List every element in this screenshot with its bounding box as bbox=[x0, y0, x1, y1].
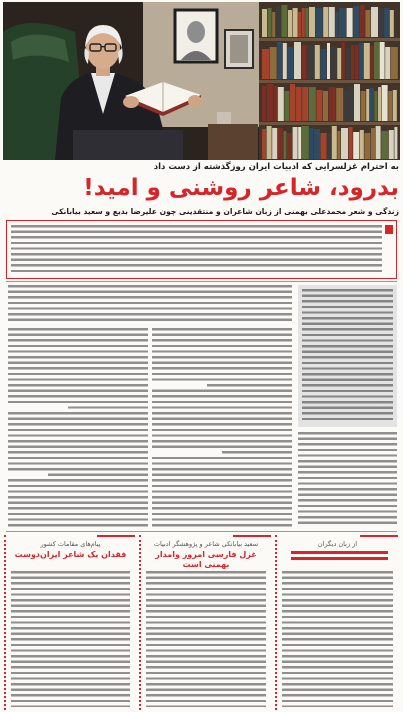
book-spine bbox=[378, 87, 381, 121]
book-spine bbox=[394, 127, 397, 159]
book-spine bbox=[309, 7, 315, 37]
book-spine bbox=[287, 133, 292, 159]
box-right bbox=[275, 535, 398, 710]
book-spine bbox=[335, 12, 338, 37]
book-spine bbox=[327, 43, 330, 79]
book-spine bbox=[276, 7, 281, 37]
box-kicker: پیام‌های مقامات کشور bbox=[40, 540, 101, 548]
book-spine bbox=[391, 47, 398, 79]
box-text bbox=[146, 571, 266, 707]
box-left bbox=[4, 535, 135, 710]
book-spine bbox=[262, 86, 266, 121]
book-spine bbox=[323, 91, 328, 121]
book-spine bbox=[262, 9, 267, 37]
book-spine bbox=[309, 87, 316, 121]
book-spine bbox=[341, 128, 348, 159]
book-spine bbox=[353, 6, 359, 37]
book-spine bbox=[384, 8, 389, 37]
book-spine bbox=[385, 47, 390, 79]
hand bbox=[123, 96, 139, 108]
book-spine bbox=[320, 49, 326, 79]
book-spine bbox=[370, 88, 374, 121]
book-spine bbox=[374, 42, 379, 79]
book-spine bbox=[267, 84, 274, 121]
book-spine bbox=[278, 128, 283, 159]
box-accent-bar bbox=[233, 535, 271, 537]
book-spine bbox=[371, 7, 378, 37]
book-spine bbox=[274, 86, 277, 121]
book-spine bbox=[331, 47, 337, 79]
book-spine bbox=[293, 8, 298, 37]
intro-box bbox=[6, 220, 397, 279]
box-accent-bar bbox=[360, 535, 398, 537]
book-spine bbox=[379, 8, 384, 37]
book-spine bbox=[309, 128, 313, 159]
book-spine bbox=[305, 8, 308, 37]
book-spine bbox=[277, 42, 282, 79]
body-text-column-left bbox=[8, 328, 148, 528]
book-spine bbox=[337, 48, 341, 79]
article-photo bbox=[3, 2, 400, 160]
book-spine bbox=[327, 133, 331, 159]
box-text bbox=[282, 571, 393, 707]
box-title-illegible bbox=[291, 551, 388, 560]
book-spine bbox=[298, 12, 301, 37]
book-spine bbox=[268, 8, 272, 37]
book-spine bbox=[374, 91, 377, 121]
box-accent-bar bbox=[97, 535, 135, 537]
book-spine bbox=[332, 126, 337, 159]
paragraph-break bbox=[152, 450, 222, 454]
book-spine bbox=[281, 5, 287, 37]
intro-text bbox=[11, 225, 382, 275]
book-spine bbox=[298, 127, 301, 159]
book-spine bbox=[366, 89, 369, 121]
intro-marker bbox=[385, 225, 393, 234]
book-spine bbox=[316, 8, 323, 37]
bookshelf bbox=[259, 2, 400, 160]
book-spine bbox=[381, 131, 388, 159]
box-text bbox=[11, 571, 130, 707]
book-spine bbox=[278, 87, 284, 121]
table-object bbox=[217, 112, 231, 124]
book-spine bbox=[262, 49, 269, 79]
book-spine bbox=[365, 10, 370, 37]
book-spine bbox=[307, 45, 314, 79]
book-spine bbox=[342, 42, 345, 79]
book-spine bbox=[339, 8, 346, 37]
small-frame bbox=[225, 30, 253, 68]
book-spine bbox=[290, 84, 295, 121]
divider bbox=[6, 281, 397, 282]
book-spine bbox=[393, 90, 397, 121]
book-spine bbox=[302, 45, 307, 79]
sidebar-box bbox=[298, 285, 397, 427]
book-spine bbox=[323, 7, 328, 37]
book-spine bbox=[347, 8, 353, 37]
book-spine bbox=[376, 126, 381, 159]
box-middle bbox=[139, 535, 271, 710]
book-spine bbox=[351, 45, 354, 79]
book-spine bbox=[360, 5, 365, 37]
book-spine bbox=[360, 130, 364, 159]
photo-illustration bbox=[3, 2, 400, 160]
book-spine bbox=[272, 12, 275, 37]
book-spine bbox=[270, 47, 277, 79]
article-headline: بدرود، شاعر روشنی و امید! bbox=[83, 175, 399, 201]
book-spine bbox=[336, 88, 343, 121]
side-table bbox=[208, 124, 258, 160]
body-text-column-right bbox=[298, 432, 397, 527]
paragraph-break bbox=[152, 383, 207, 387]
book-spine bbox=[294, 42, 301, 79]
book-spine bbox=[296, 87, 302, 121]
book-spine bbox=[283, 131, 286, 159]
book-spine bbox=[388, 91, 392, 121]
paragraph-break bbox=[8, 472, 48, 476]
body-text-column-middle bbox=[152, 328, 292, 528]
sidebar-text bbox=[302, 289, 393, 423]
book-spine bbox=[370, 46, 373, 79]
book-spine bbox=[315, 45, 320, 79]
framed-portrait bbox=[175, 10, 217, 62]
book-spine bbox=[302, 87, 308, 121]
book-spine bbox=[329, 87, 336, 121]
book-spine bbox=[262, 129, 266, 159]
box-kicker: از زبان دیگران bbox=[317, 540, 358, 548]
paragraph-break bbox=[8, 405, 68, 409]
book-spine bbox=[382, 85, 388, 121]
book-spine bbox=[267, 126, 272, 159]
book-spine bbox=[389, 130, 394, 159]
article-subheadline: زندگی و شعر محمدعلی بهمنی از زبان شاعران و منتقدینی چون علیرضا بدیع و سعید بیابانکی bbox=[51, 207, 399, 216]
book-spine bbox=[390, 10, 394, 37]
book-spine bbox=[287, 47, 293, 79]
book-spine bbox=[314, 129, 320, 159]
book-spine bbox=[349, 127, 353, 159]
book-spine bbox=[359, 43, 363, 79]
book-spine bbox=[329, 7, 335, 37]
book-spine bbox=[302, 8, 305, 37]
book-spine bbox=[321, 133, 327, 159]
book-spine bbox=[344, 90, 348, 121]
book-spine bbox=[364, 133, 370, 159]
book-spine bbox=[348, 87, 353, 121]
book-spine bbox=[337, 131, 340, 159]
book-spine bbox=[371, 128, 375, 159]
book-spine bbox=[316, 90, 322, 121]
book-spine bbox=[361, 91, 366, 121]
book-spine bbox=[353, 132, 359, 159]
book-spine bbox=[345, 48, 350, 79]
hand bbox=[188, 95, 202, 107]
book-spine bbox=[380, 42, 385, 79]
book-spine bbox=[288, 10, 292, 37]
divider bbox=[6, 531, 397, 532]
book-spine bbox=[302, 126, 309, 159]
box-title: غزل فارسی امروز وامدار بهمنی است bbox=[155, 550, 257, 569]
book-spine bbox=[272, 128, 277, 159]
box-title: فقدان یک شاعر ایران‌دوست bbox=[14, 550, 127, 559]
book-spine bbox=[354, 84, 360, 121]
box-kicker: سعید بیابانکی شاعر و پژوهشگر ادبیات bbox=[153, 540, 259, 548]
article-kicker: به احترام غزلسرایی که ادبیات ایران روزگذشته از دست داد bbox=[153, 162, 399, 172]
book-spine bbox=[284, 91, 289, 121]
book-spine bbox=[364, 43, 370, 79]
book-spine bbox=[293, 127, 298, 159]
book-spine bbox=[355, 45, 359, 79]
body-text-lead bbox=[8, 285, 292, 324]
book-spine bbox=[283, 43, 287, 79]
